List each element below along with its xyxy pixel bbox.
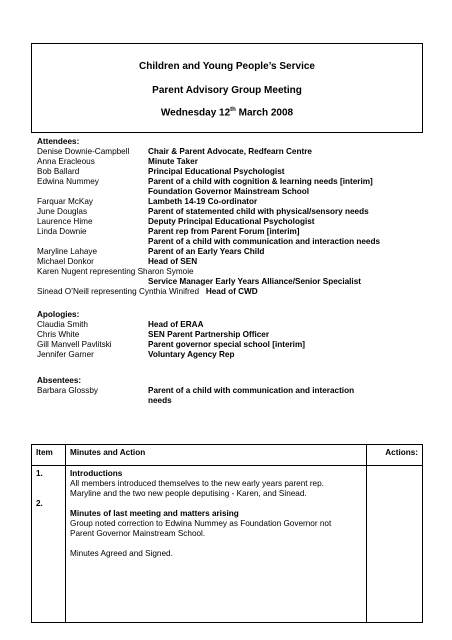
item-number: 1. [36,469,43,478]
item-heading: Minutes of last meeting and matters arising [70,509,239,518]
attendee-role: Principal Educational Psychologist [148,167,285,176]
attendee-role: Head of SEN [148,257,198,266]
attendee-role: Minute Taker [148,157,198,166]
table-row [32,466,423,623]
attendee-representing: Sinead O’Neill representing Cynthia Winifred Head of CWD [37,287,258,296]
apology-role: SEN Parent Partnership Officer [148,330,270,339]
minutes-text: Minutes Agreed and Signed. [70,549,173,558]
attendee-representing: Karen Nugent representing Sharon Symoie [37,267,194,276]
minutes-text: Parent Governor Mainstream School. [70,529,206,538]
attendee-name: Linda Downie [37,227,87,236]
attendee-role: Parent of a child with cognition & learning needs [interim] [148,177,373,186]
attendee-name: Edwina Nummey [37,177,99,186]
attendee-role: Chair & Parent Advocate, Redfearn Centre [148,147,312,156]
apology-name: Claudia Smith [37,320,88,329]
minutes-cell [66,466,367,623]
minutes-text: Maryline and the two new people deputising - Karen, and Sinead. [70,489,307,498]
attendees-heading: Attendees: [37,137,80,146]
minutes-header: Minutes and Action [66,445,367,466]
attendee-name: June Douglas [37,207,88,216]
apology-name: Gill Manvell Pavlitski [37,340,112,349]
absentee-role-cont: needs [148,396,172,405]
absentees-heading: Absentees: [37,376,82,385]
attendee-role: Foundation Governor Mainstream School [148,187,310,196]
item-header: Item [32,445,66,466]
table-header-row [32,445,423,466]
absentee-role: Parent of a child with communication and interaction [148,386,355,395]
minutes-text: All members introduced themselves to the new early years parent rep. [70,479,324,488]
apology-name: Jennifer Garner [37,350,94,359]
apology-role: Voluntary Agency Rep [148,350,235,359]
attendee-role: Deputy Principal Educational Psychologist [148,217,315,226]
attendee-role: Parent of a child with communication and interaction needs [148,237,381,246]
attendee-name: Laurence Hime [37,217,93,226]
title-box [31,43,423,133]
attendee-role: Lambeth 14-19 Co-ordinator [148,197,258,206]
actions-header: Actions: [367,445,423,466]
attendee-name: Bob Ballard [37,167,80,176]
attendee-role: Parent of an Early Years Child [148,247,265,256]
meeting-date: Wednesday 12th March 2008 [160,107,294,119]
attendee-name: Denise Downie-Campbell [37,147,130,156]
apologies-heading: Apologies: [37,310,80,319]
absentee-name: Barbara Glossby [37,386,98,395]
attendee-name: Maryline Lahaye [37,247,98,256]
apology-role: Head of ERAA [148,320,204,329]
attendee-name: Anna Eracleous [37,157,95,166]
attendee-name: Michael Donkor [37,257,94,266]
attendee-role: Parent rep from Parent Forum [interim] [148,227,300,236]
item-number: 2. [36,499,43,508]
minutes-text: Group noted correction to Edwina Nummey as Foundation Governor not [70,519,332,528]
attendee-role: Service Manager Early Years Alliance/Senior Specialist [148,277,361,286]
attendee-name: Farquar McKay [37,197,93,206]
attendee-role: Parent of statemented child with physical/sensory needs [148,207,369,216]
actions-cell [367,466,423,623]
service-title: Children and Young People’s Service [139,61,315,72]
item-heading: Introductions [70,469,123,478]
meeting-title: Parent Advisory Group Meeting [152,85,302,96]
minutes-table [31,444,423,623]
item-numbers [32,466,66,623]
apology-role: Parent governor special school [interim] [148,340,305,349]
apology-name: Chris White [37,330,80,339]
